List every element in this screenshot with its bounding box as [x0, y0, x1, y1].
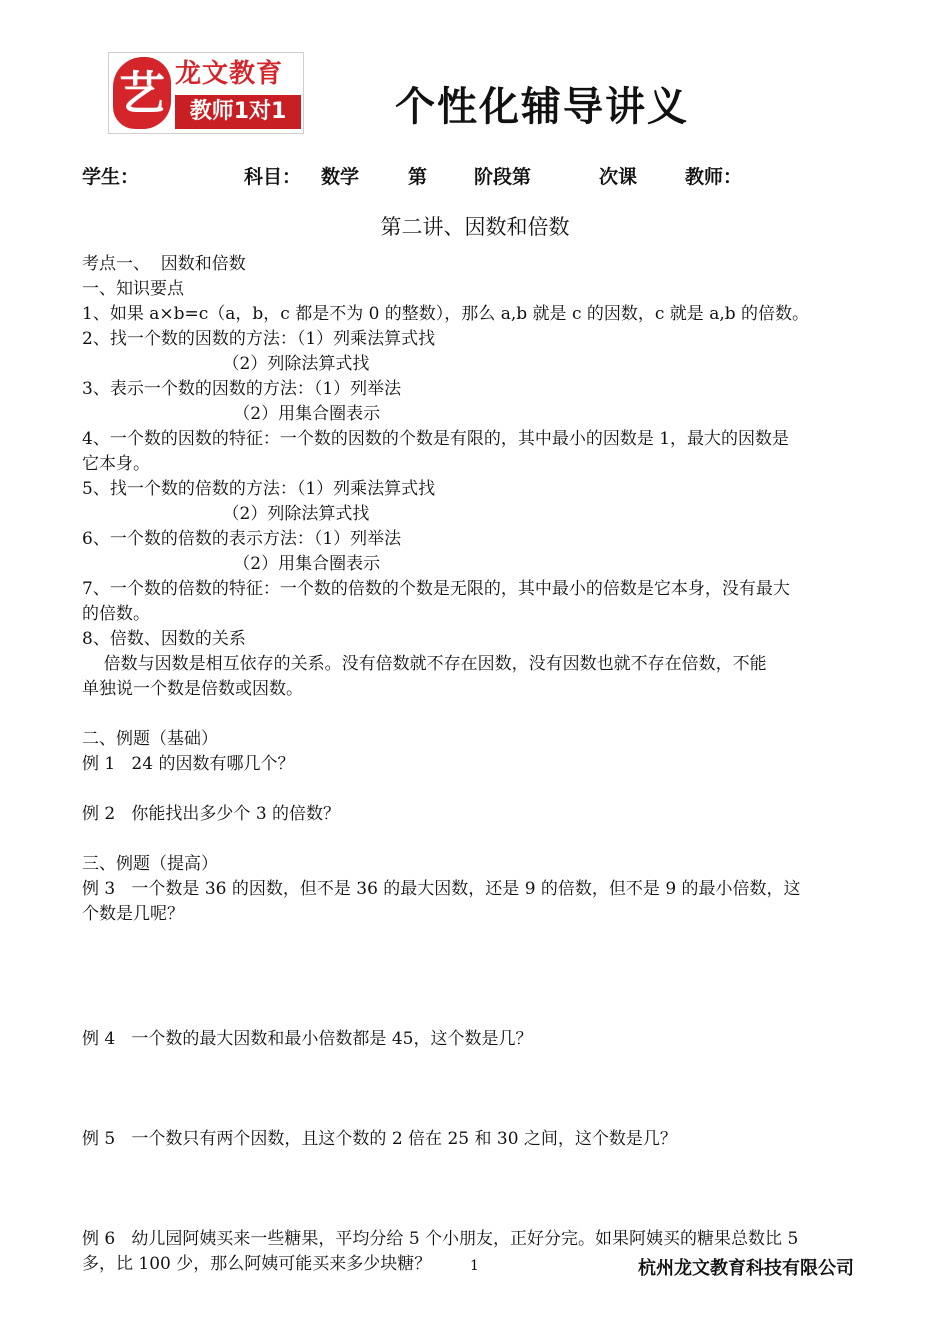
lecture-title: 第二讲、因数和倍数 — [380, 215, 570, 239]
content-line: 一、知识要点 — [82, 279, 184, 299]
content-line: 例 5 一个数只有两个因数，且这个数的 2 倍在 25 和 30 之间，这个数是几？ — [82, 1129, 677, 1149]
content-line: 它本身。 — [82, 454, 150, 474]
logo-slogan: 教师1对1 — [175, 95, 301, 129]
content-line: 的倍数。 — [82, 604, 150, 624]
content-line: 1、如果 a×b=c（a，b，c 都是不为 0 的整数），那么 a,b 就是 c 的因数，c 就是 a,b 的倍数。 — [82, 304, 810, 324]
content-line: 个数是几呢？ — [82, 904, 184, 924]
content-line: 例 1 24 的因数有哪几个？ — [82, 754, 295, 774]
company-name: 杭州龙文教育科技有限公司 — [638, 1258, 854, 1279]
content-line — [82, 1102, 872, 1127]
content-line — [82, 1077, 872, 1102]
teacher-label: 教师： — [685, 166, 743, 188]
content-line: 2、找一个数的因数的方法：（1）列乘法算式找 — [82, 329, 436, 349]
content-line: 例 3 一个数是 36 的因数，但不是 36 的最大因数，还是 9 的倍数，但不是 9 的最小倍数，这 — [82, 879, 801, 899]
stage-prefix: 第 — [408, 166, 428, 188]
content-line: 8、倍数、因数的关系 — [82, 629, 246, 649]
content-line: 倍数与因数是相互依存的关系。没有倍数就不存在因数，没有因数也就不存在倍数，不能 — [82, 654, 767, 674]
lecture-content — [82, 252, 872, 1277]
content-line: （2）列除法算式找 — [82, 504, 370, 524]
lesson-label: 次课 — [599, 166, 638, 188]
content-line: （2）列除法算式找 — [82, 354, 370, 374]
logo-brand: 龙文教育 — [175, 59, 284, 89]
content-line: （2）用集合圈表示 — [82, 554, 381, 574]
content-line — [82, 952, 872, 977]
content-line: 三、例题（提高） — [82, 854, 218, 874]
logo — [108, 52, 304, 134]
content-line — [82, 827, 872, 852]
content-line — [82, 1052, 872, 1077]
subject-label: 科目： — [244, 166, 302, 188]
content-line — [82, 777, 872, 802]
page-title: 个性化辅导讲义 — [395, 84, 689, 130]
content-line: 例 4 一个数的最大因数和最小倍数都是 45，这个数是几？ — [82, 1029, 533, 1049]
content-line — [82, 1202, 872, 1227]
content-line — [82, 1152, 872, 1177]
content-line — [82, 1002, 872, 1027]
logo-seal — [113, 57, 171, 129]
content-line: 单独说一个数是倍数或因数。 — [82, 679, 303, 699]
content-line — [82, 927, 872, 952]
content-line: 例 6 幼儿园阿姨买来一些糖果，平均分给 5 个小朋友，正好分完。如果阿姨买的糖果总数比 5 — [82, 1229, 799, 1249]
content-line: 4、一个数的因数的特征：一个数的因数的个数是有限的，其中最小的因数是 1，最大的因数是 — [82, 429, 790, 449]
content-line — [82, 702, 872, 727]
content-line: 二、例题（基础） — [82, 729, 218, 749]
content-line: 考点一、 因数和倍数 — [82, 254, 246, 274]
content-line: （2）用集合圈表示 — [82, 404, 381, 424]
content-line: 3、表示一个数的因数的方法：（1）列举法 — [82, 379, 402, 399]
student-label: 学生： — [82, 166, 140, 188]
content-line — [82, 977, 872, 1002]
stage-label: 阶段第 — [474, 166, 532, 188]
subject-value: 数学 — [321, 166, 360, 188]
page-number: 1 — [470, 1258, 479, 1274]
content-line: 5、找一个数的倍数的方法：（1）列乘法算式找 — [82, 479, 436, 499]
content-line — [82, 1177, 872, 1202]
content-line: 多，比 100 少，那么阿姨可能买来多少块糖？ — [82, 1254, 432, 1274]
logo-seal-char: 艺 — [119, 66, 165, 120]
content-line: 7、一个数的倍数的特征：一个数的倍数的个数是无限的，其中最小的倍数是它本身，没有最大 — [82, 579, 790, 599]
content-line: 6、一个数的倍数的表示方法：（1）列举法 — [82, 529, 402, 549]
content-line: 例 2 你能找出多少个 3 的倍数？ — [82, 804, 341, 824]
